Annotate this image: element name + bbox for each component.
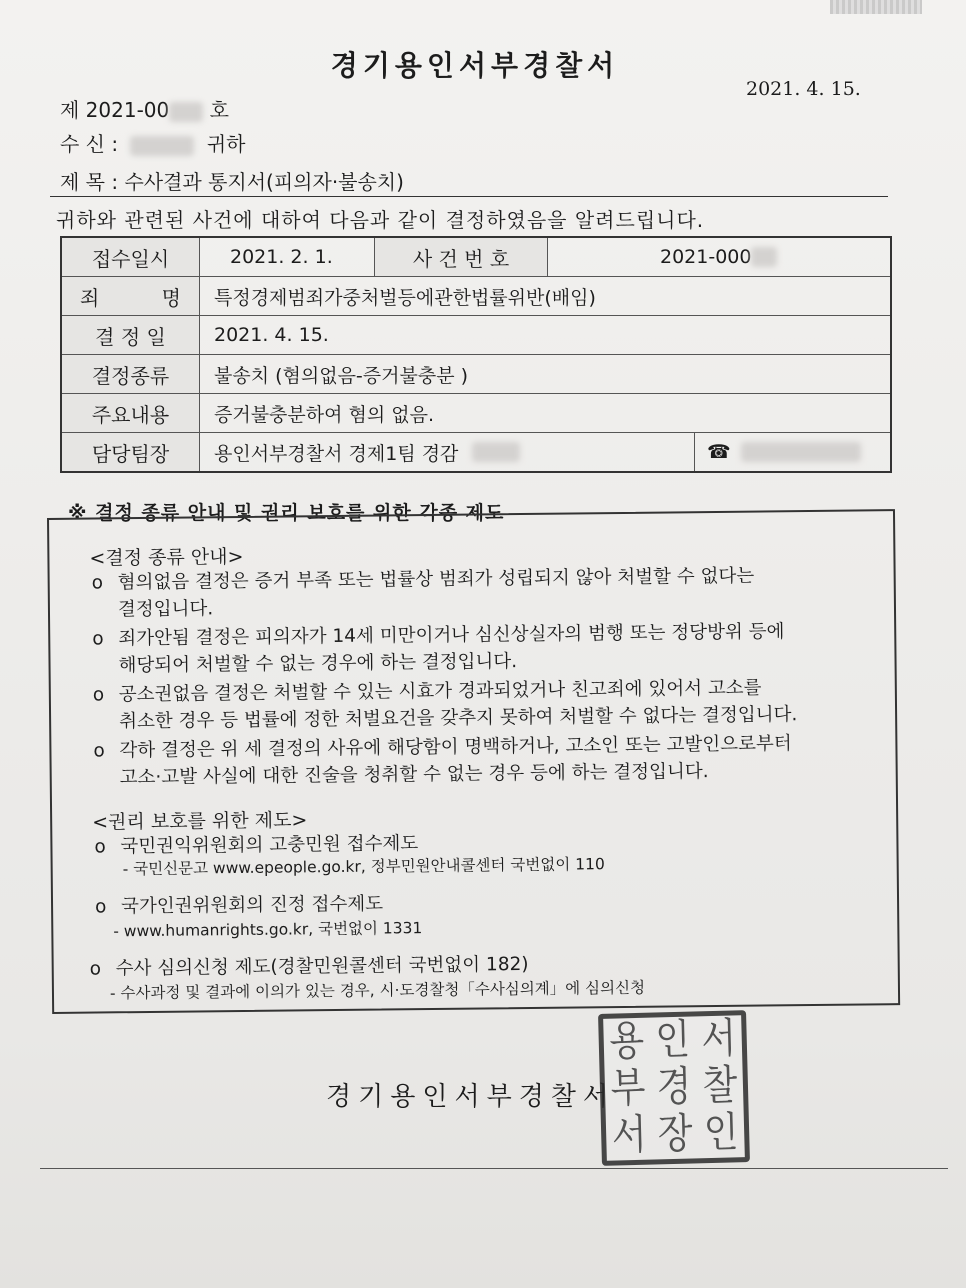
row-received <box>62 238 890 277</box>
document-date: 2021. 4. 15. <box>746 78 861 100</box>
guide-item-line2: 해당되어 처벌할 수 없는 경우에 하는 결정입니다. <box>118 651 518 677</box>
recipient-suffix: 귀하 <box>206 132 246 156</box>
summary-value: 증거불충분하여 혐의 없음. <box>214 403 435 426</box>
officer-value: 용인서부경찰서 경제1팀 경감 <box>214 442 459 465</box>
row-officer <box>62 433 890 471</box>
bullet-icon: o <box>94 896 107 918</box>
recipient-label: 수 신 : <box>60 132 119 156</box>
redacted-doc-number <box>169 102 203 122</box>
received-value: 2021. 2. 1. <box>230 246 333 268</box>
redacted-officer-name <box>472 442 520 462</box>
document-title: 경기용인서부경찰서 <box>330 49 620 82</box>
decision-date-value: 2021. 4. 15. <box>214 324 329 346</box>
bullet-icon: o <box>92 628 104 650</box>
decision-type-label: 결정종류 <box>62 355 200 393</box>
guide-box <box>47 509 900 1014</box>
rights-item-detail: - 국민신문고 www.epeople.go.kr, 정부민원안내콜센터 국번없이 110 <box>122 855 605 879</box>
recipient-line <box>60 128 245 157</box>
decision-type-value: 불송치 (혐의없음-증거불충분 ) <box>214 364 469 387</box>
summary-label: 주요내용 <box>62 394 200 432</box>
bullet-icon: o <box>93 740 105 762</box>
seal-char: 인 <box>703 1109 740 1158</box>
row-decision-type <box>62 355 890 394</box>
rights-item-title: 국민권익위원회의 고충민원 접수제도 <box>120 833 419 858</box>
case-number-label: 사 건 번 호 <box>374 238 548 276</box>
guide-item <box>91 561 887 623</box>
case-number-cell <box>548 238 890 276</box>
bullet-icon: o <box>89 958 102 980</box>
rights-item <box>94 885 889 920</box>
charge-label-b: 명 <box>161 285 181 310</box>
seal-char: 인 <box>654 1016 691 1065</box>
guide-item-line1: 각하 결정은 위 세 결정의 사유에 해당함이 명백하거나, 고소인 또는 고발인으로부터 <box>119 733 792 762</box>
case-number-value: 2021-000 <box>660 246 752 268</box>
guide-item <box>93 729 888 791</box>
seal-char: 서 <box>611 1111 648 1160</box>
guide-item-line1: 죄가안됨 결정은 피의자가 14세 미만이거나 심신상실자의 범행 또는 정당방위 등에 <box>118 621 785 650</box>
types-heading: <결정 종류 안내> <box>89 545 244 570</box>
redacted-phone-number <box>741 442 861 462</box>
redacted-case-number <box>751 247 777 267</box>
seal-char: 장 <box>657 1110 694 1159</box>
bullet-icon: o <box>92 684 105 706</box>
charge-value: 특정경제범죄가중처벌등에관한법률위반(배임) <box>214 286 596 309</box>
doc-number-suffix: 호 <box>209 98 229 122</box>
phone-icon: ☎ <box>707 441 731 463</box>
subject-label: 제 목 : <box>60 170 119 194</box>
charge-label <box>62 277 200 315</box>
guide-item-line2: 고소·고발 사실에 대한 진술을 청취할 수 없는 경우 등에 하는 결정입니다. <box>119 761 709 789</box>
rights-heading: <권리 보호를 위한 제도> <box>92 809 308 834</box>
charge-label-a: 죄 <box>80 285 100 310</box>
rights-item-title: 수사 심의신청 제도(경찰민원콜센터 국번없이 182) <box>115 953 529 980</box>
guide-item-line1: 공소권없음 결정은 처벌할 수 있는 시효가 경과되었거나 친고죄에 있어서 고소를 <box>118 677 762 706</box>
case-info-table <box>60 236 892 473</box>
received-label: 접수일시 <box>62 238 200 276</box>
seal-char: 용 <box>608 1017 645 1066</box>
subject-line <box>60 166 404 195</box>
row-summary <box>62 394 890 433</box>
guide-item <box>92 617 887 679</box>
footer-org-name: 경기용인서부경찰서 <box>326 1082 616 1112</box>
seal-char: 서 <box>700 1014 737 1063</box>
phone-cell <box>694 433 890 471</box>
bullet-icon: o <box>94 836 106 858</box>
bullet-icon: o <box>91 572 104 594</box>
doc-number-label: 제 2021-00 <box>60 98 170 122</box>
row-charge <box>62 277 890 316</box>
document-number <box>60 94 229 123</box>
footer-divider <box>40 1168 948 1169</box>
official-seal-stamp <box>598 1010 750 1166</box>
section-title: ※ 결정 종류 안내 및 권리 보호를 위한 각종 제도 <box>68 502 505 524</box>
rights-item-detail: - 수사과정 및 결과에 이의가 있는 경우, 시·도경찰청「수사심의계」에 심의신청 <box>109 978 646 1003</box>
guide-item-line2: 취소한 경우 등 법률에 정한 처벌요건을 갖추지 못하여 처벌할 수 없다는 결정입니다. <box>119 704 798 733</box>
officer-label: 담당팀장 <box>62 433 200 471</box>
rights-item-detail: - www.humanrights.go.kr, 국번없이 1331 <box>113 919 423 941</box>
rights-item-title: 국가인권위원회의 진정 접수제도 <box>120 893 384 918</box>
guide-item-line2: 결정입니다. <box>117 598 214 621</box>
seal-char: 경 <box>655 1063 692 1112</box>
subject-divider <box>50 196 888 197</box>
corner-barcode-mark <box>830 0 922 14</box>
seal-char: 찰 <box>701 1062 738 1111</box>
guide-item-line1: 혐의없음 결정은 증거 부족 또는 법률상 범죄가 성립되지 않아 처벌할 수 없다는 <box>117 565 755 594</box>
subject-value: 수사결과 통지서(피의자·불송치) <box>124 170 404 194</box>
seal-char: 부 <box>609 1064 647 1113</box>
intro-text: 귀하와 관련된 사건에 대하여 다음과 같이 결정하였음을 알려드립니다. <box>56 208 705 232</box>
redacted-recipient <box>130 136 194 156</box>
officer-cell <box>200 433 694 471</box>
decision-date-label: 결 정 일 <box>62 316 200 354</box>
row-decision-date <box>62 316 890 355</box>
guide-item <box>92 673 888 735</box>
